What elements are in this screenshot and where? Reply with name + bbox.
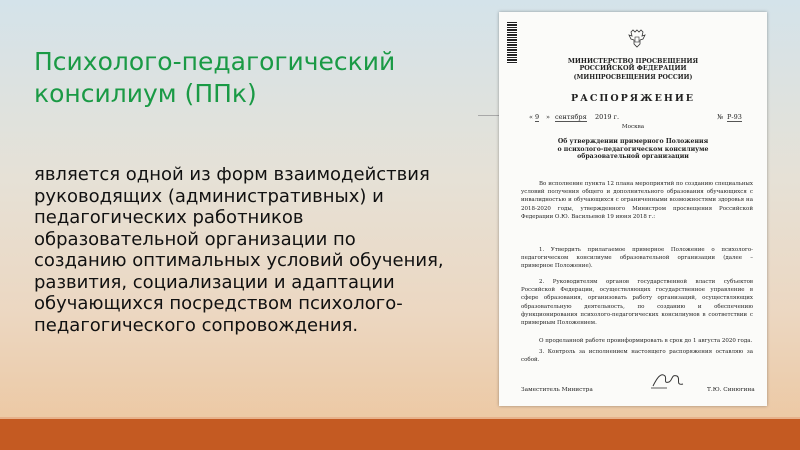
slide-body-text: является одной из форм взаимодействия руководящих (административных) и педагогических работников образовательной организации по созданию оптимальных условий обучения, развития, социализации и адаптации обучающихся посредством психолого-педагогического сопровождения. (34, 164, 444, 336)
document-paragraph-4: О проделанной работе проинформировать в срок до 1 августа 2020 года. (539, 338, 753, 344)
subject-line2: о психолого-педагогическом консилиуме (557, 145, 709, 153)
date-day: 9 (535, 113, 540, 121)
date-month: сентября (555, 113, 587, 121)
signer-name: Т.Ю. Синюгина (707, 387, 755, 393)
double-headed-eagle-icon (628, 28, 646, 48)
title-divider (478, 115, 500, 116)
date-close-quote: » (546, 113, 550, 121)
document-number: Р-93 (727, 113, 742, 121)
number-sign: № (717, 113, 724, 121)
date-year: 2019 г. (595, 113, 620, 121)
document-paragraph-1: Во исполнение пункта 12 плана мероприятий по созданию специальных условий получения общего и дополнительного образования обучающихся с инвалидностью и обучающихся с ограниченными возможностями здоровья на 2018-2020 годы, утвержденного Министром просвещения Российской Федерации О.Ю. Васильевой 19 июня 2018 г.: (521, 181, 753, 220)
document-city: Москва (621, 124, 645, 130)
slide-title: Психолого-педагогический консилиум (ППк) (34, 47, 396, 108)
document-paragraph-2: 1. Утвердить прилагаемое примерное Положение о психолого-педагогическом консилиуме образовательной организации (далее – примерное Положение). (521, 247, 753, 270)
document-heading: РАСПОРЯЖЕНИЕ (570, 93, 696, 104)
document-paragraph-5: 3. Контроль за исполнением настоящего распоряжения оставляю за собой. (521, 349, 753, 364)
ministry-short-name: (МИНПРОСВЕЩЕНИЯ РОССИИ) (573, 74, 693, 81)
signature-icon (647, 368, 687, 392)
subject-line1: Об утверждении примерного Положения (557, 138, 709, 145)
ministry-name-line1: МИНИСТЕРСТВО ПРОСВЕЩЕНИЯ (567, 57, 699, 65)
subject-line3: образовательной организации (577, 153, 689, 160)
document-subject (499, 138, 767, 161)
footer-bar (0, 419, 800, 450)
order-document-image (499, 12, 767, 406)
date-open-quote: « (529, 113, 533, 121)
document-paragraph-3: 2. Руководителям органов государственной власти субъектов Российской Федерации, осуществляющих государственное управление в сфере образования, организовать работу организаций, осуществляющих образовательную деятельность, по созданию и обеспечению функционирования психолого-педагогических консилиумов в соответствии с примерным Положением. (521, 279, 753, 327)
ministry-name-line2: РОССИЙСКОЙ ФЕДЕРАЦИИ (579, 64, 687, 72)
signer-role: Заместитель Министра (521, 387, 593, 393)
date-number-row (529, 113, 759, 122)
